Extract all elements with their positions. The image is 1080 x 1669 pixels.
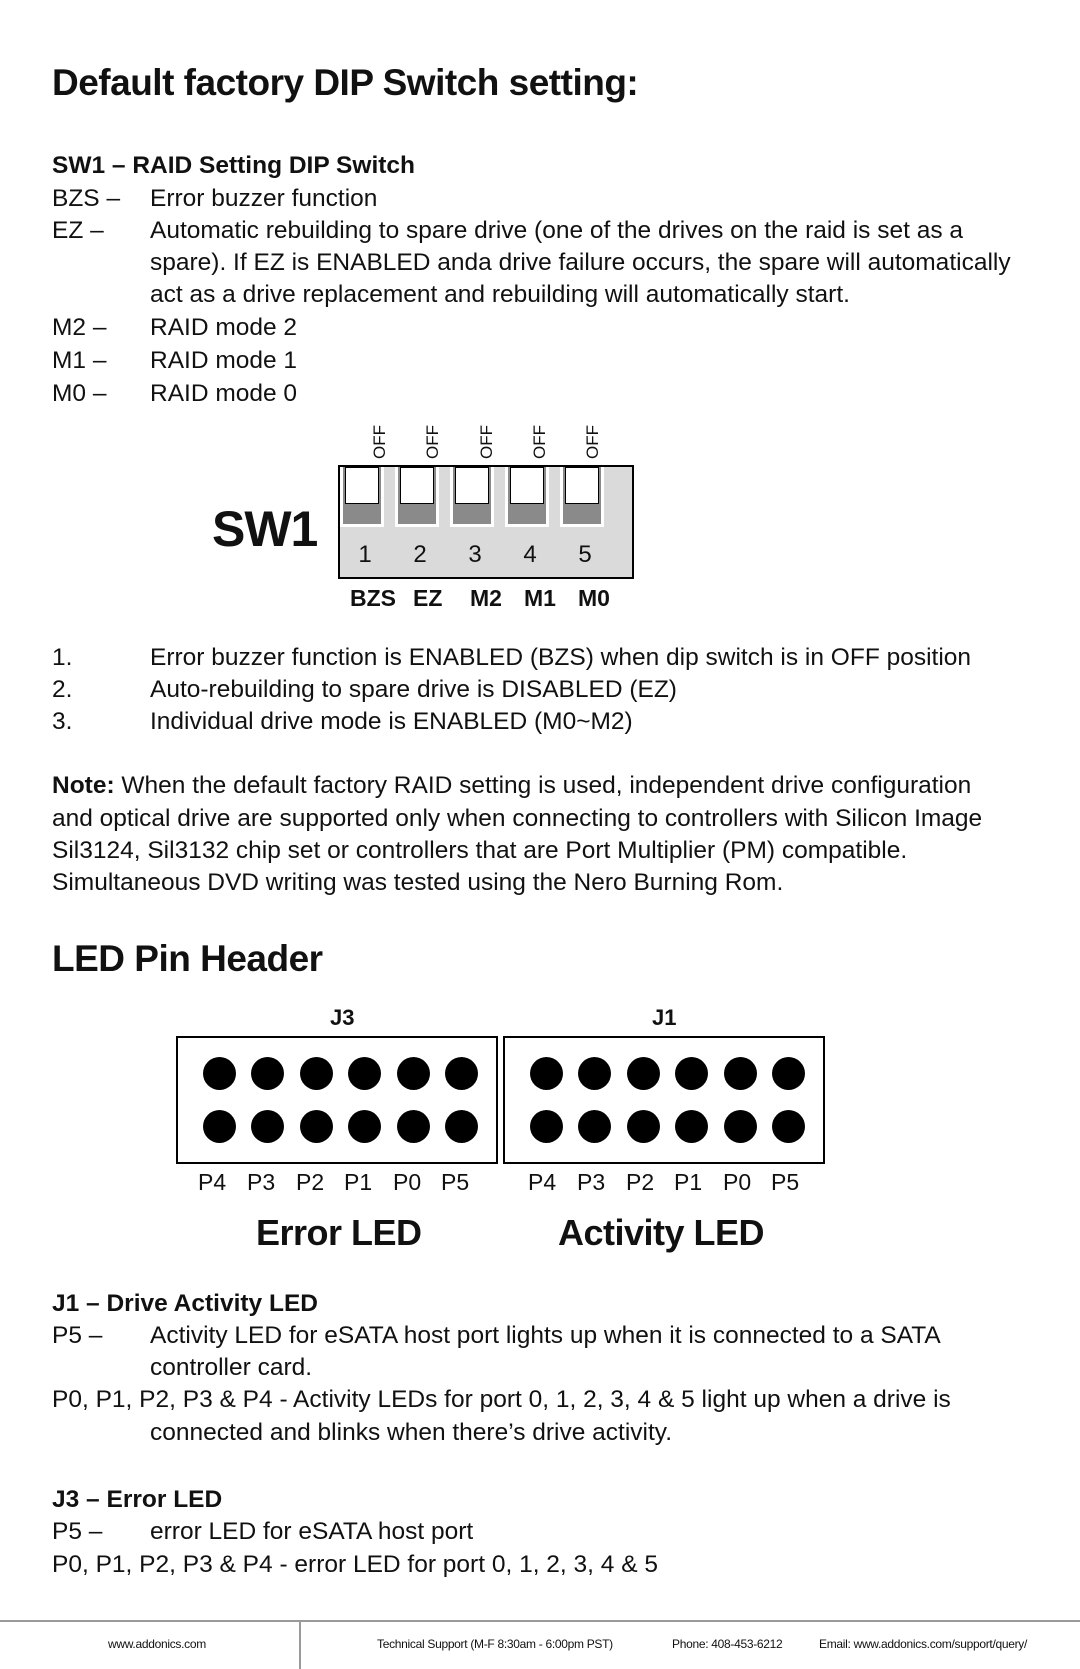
dip-function-label: M1	[524, 585, 556, 611]
def-text-cont: controller card.	[150, 1354, 313, 1381]
j3-title: J3 – Error LED	[52, 1486, 223, 1513]
list-number: 2.	[52, 676, 73, 703]
pin	[300, 1110, 333, 1143]
dip-number: 4	[523, 541, 537, 568]
list-text: Auto-rebuilding to spare drive is DISABLED (EZ)	[150, 676, 677, 703]
list-item	[52, 706, 633, 738]
pin-label: P5	[441, 1169, 470, 1195]
pin	[627, 1057, 660, 1090]
j1-title: J1 – Drive Activity LED	[52, 1290, 318, 1317]
j1-p5	[52, 1320, 941, 1352]
dip-off-label: OFF	[423, 425, 442, 459]
def-term: M1 –	[52, 347, 107, 374]
pin-label: P1	[674, 1169, 703, 1195]
dip-function-label: M2	[470, 585, 502, 611]
list-number: 3.	[52, 708, 73, 735]
led-title-error: Error LED	[256, 1212, 422, 1253]
led-title-activity: Activity LED	[558, 1212, 765, 1253]
def-term: P5 –	[52, 1518, 103, 1545]
dip-function-label: BZS	[350, 585, 396, 611]
pin-header-j1	[503, 1036, 825, 1164]
dip-off-label: OFF	[477, 425, 496, 459]
dip-off-label: OFF	[370, 425, 389, 459]
pin-label: P5	[771, 1169, 800, 1195]
footer-separator	[299, 1622, 301, 1669]
dip-number: 1	[358, 541, 372, 568]
footer-divider	[0, 1620, 1080, 1622]
pin	[772, 1057, 805, 1090]
def-text: error LED for eSATA host port	[150, 1518, 474, 1545]
pin	[397, 1057, 430, 1090]
dip-function-label: EZ	[413, 585, 443, 611]
def-text: RAID mode 0	[150, 380, 298, 407]
j1-p0-cont: connected and blinks when there’s drive activity.	[150, 1419, 673, 1446]
def-text: Activity LED for eSATA host port lights up when it is connected to a SATA	[150, 1322, 941, 1349]
header-name: J3	[330, 1005, 355, 1030]
pin-label: P4	[528, 1169, 557, 1195]
note-label: Note:	[52, 772, 115, 799]
pin	[348, 1110, 381, 1143]
pin	[772, 1110, 805, 1143]
note-line	[52, 770, 971, 802]
def-term: M2 –	[52, 314, 107, 341]
note-line: Sil3124, Sil3132 chip set or controllers that are Port Multiplier (PM) compatible.	[52, 837, 908, 864]
note-text: When the default factory RAID setting is used, independent drive configuration	[114, 772, 972, 799]
pin-label: P2	[296, 1169, 325, 1195]
pin-label: P0	[393, 1169, 422, 1195]
def-term: BZS –	[52, 185, 121, 212]
dip-knob	[400, 467, 434, 504]
pin-label: P2	[626, 1169, 655, 1195]
def-term: EZ –	[52, 217, 104, 244]
pin	[445, 1057, 478, 1090]
def-text-cont: act as a drive replacement and rebuilding will automatically start.	[150, 281, 850, 308]
pin	[724, 1110, 757, 1143]
pin-label: P4	[198, 1169, 227, 1195]
pin	[203, 1110, 236, 1143]
def-bzs	[52, 183, 377, 215]
pin	[530, 1110, 563, 1143]
dip-number: 5	[578, 541, 592, 568]
pin	[724, 1057, 757, 1090]
dip-knob	[345, 467, 379, 504]
pin	[578, 1057, 611, 1090]
list-item	[52, 642, 971, 674]
footer-website: www.addonics.com	[108, 1637, 206, 1651]
def-ez	[52, 215, 963, 247]
pin	[627, 1110, 660, 1143]
def-text: RAID mode 2	[150, 314, 298, 341]
dip-slot	[505, 467, 549, 527]
dip-knob	[455, 467, 489, 504]
pin	[251, 1057, 284, 1090]
dip-function-label: M0	[578, 585, 610, 611]
def-m0	[52, 378, 297, 410]
j3-p0-line: P0, P1, P2, P3 & P4 - error LED for port 0, 1, 2, 3, 4 & 5	[52, 1551, 658, 1578]
def-text: RAID mode 1	[150, 347, 298, 374]
dip-number: 3	[468, 541, 482, 568]
pin-header-j3	[176, 1036, 498, 1164]
page-title: Default factory DIP Switch setting:	[52, 62, 639, 103]
pin-label: P0	[723, 1169, 752, 1195]
dip-switch-label: SW1	[212, 501, 318, 557]
def-m1	[52, 345, 297, 377]
dip-number: 2	[413, 541, 427, 568]
dip-slot	[340, 467, 384, 527]
dip-slot	[450, 467, 494, 527]
dip-knob	[565, 467, 599, 504]
def-text: Error buzzer function	[150, 185, 378, 212]
pin	[348, 1057, 381, 1090]
pin-label: P3	[577, 1169, 606, 1195]
dip-slot	[560, 467, 604, 527]
def-text: Automatic rebuilding to spare drive (one of the drives on the raid is set as a	[150, 217, 964, 244]
pin	[675, 1110, 708, 1143]
footer-email: Email: www.addonics.com/support/query/	[819, 1637, 1028, 1651]
note-line: and optical drive are supported only when connecting to controllers with Silicon Image	[52, 805, 983, 832]
def-text-cont: spare). If EZ is ENABLED anda drive failure occurs, the spare will automatically	[150, 249, 1011, 276]
dip-off-label: OFF	[583, 425, 602, 459]
footer-phone: Phone: 408-453-6212	[672, 1637, 783, 1651]
note-line: Simultaneous DVD writing was tested using the Nero Burning Rom.	[52, 869, 784, 896]
list-item	[52, 674, 677, 706]
dip-slot	[395, 467, 439, 527]
pin	[578, 1110, 611, 1143]
pin-label: P1	[344, 1169, 373, 1195]
list-number: 1.	[52, 644, 73, 671]
def-m2	[52, 312, 297, 344]
j1-p0-line: P0, P1, P2, P3 & P4 - Activity LEDs for port 0, 1, 2, 3, 4 & 5 light up when a drive is	[52, 1386, 951, 1413]
pin	[300, 1057, 333, 1090]
pin-label: P3	[247, 1169, 276, 1195]
header-name: J1	[652, 1005, 677, 1030]
dip-switch-body	[338, 465, 634, 579]
section-title: LED Pin Header	[52, 938, 323, 979]
pin	[251, 1110, 284, 1143]
def-term: M0 –	[52, 380, 107, 407]
pin	[675, 1057, 708, 1090]
pin	[445, 1110, 478, 1143]
footer-support: Technical Support (M-F 8:30am - 6:00pm PST)	[377, 1637, 613, 1651]
list-text: Error buzzer function is ENABLED (BZS) when dip switch is in OFF position	[150, 644, 972, 671]
def-term: P5 –	[52, 1322, 103, 1349]
list-text: Individual drive mode is ENABLED (M0~M2)	[150, 708, 633, 735]
pin	[203, 1057, 236, 1090]
dip-off-label: OFF	[530, 425, 549, 459]
section-subtitle: SW1 – RAID Setting DIP Switch	[52, 152, 416, 179]
j3-p5	[52, 1516, 473, 1548]
dip-knob	[510, 467, 544, 504]
pin	[397, 1110, 430, 1143]
pin	[530, 1057, 563, 1090]
